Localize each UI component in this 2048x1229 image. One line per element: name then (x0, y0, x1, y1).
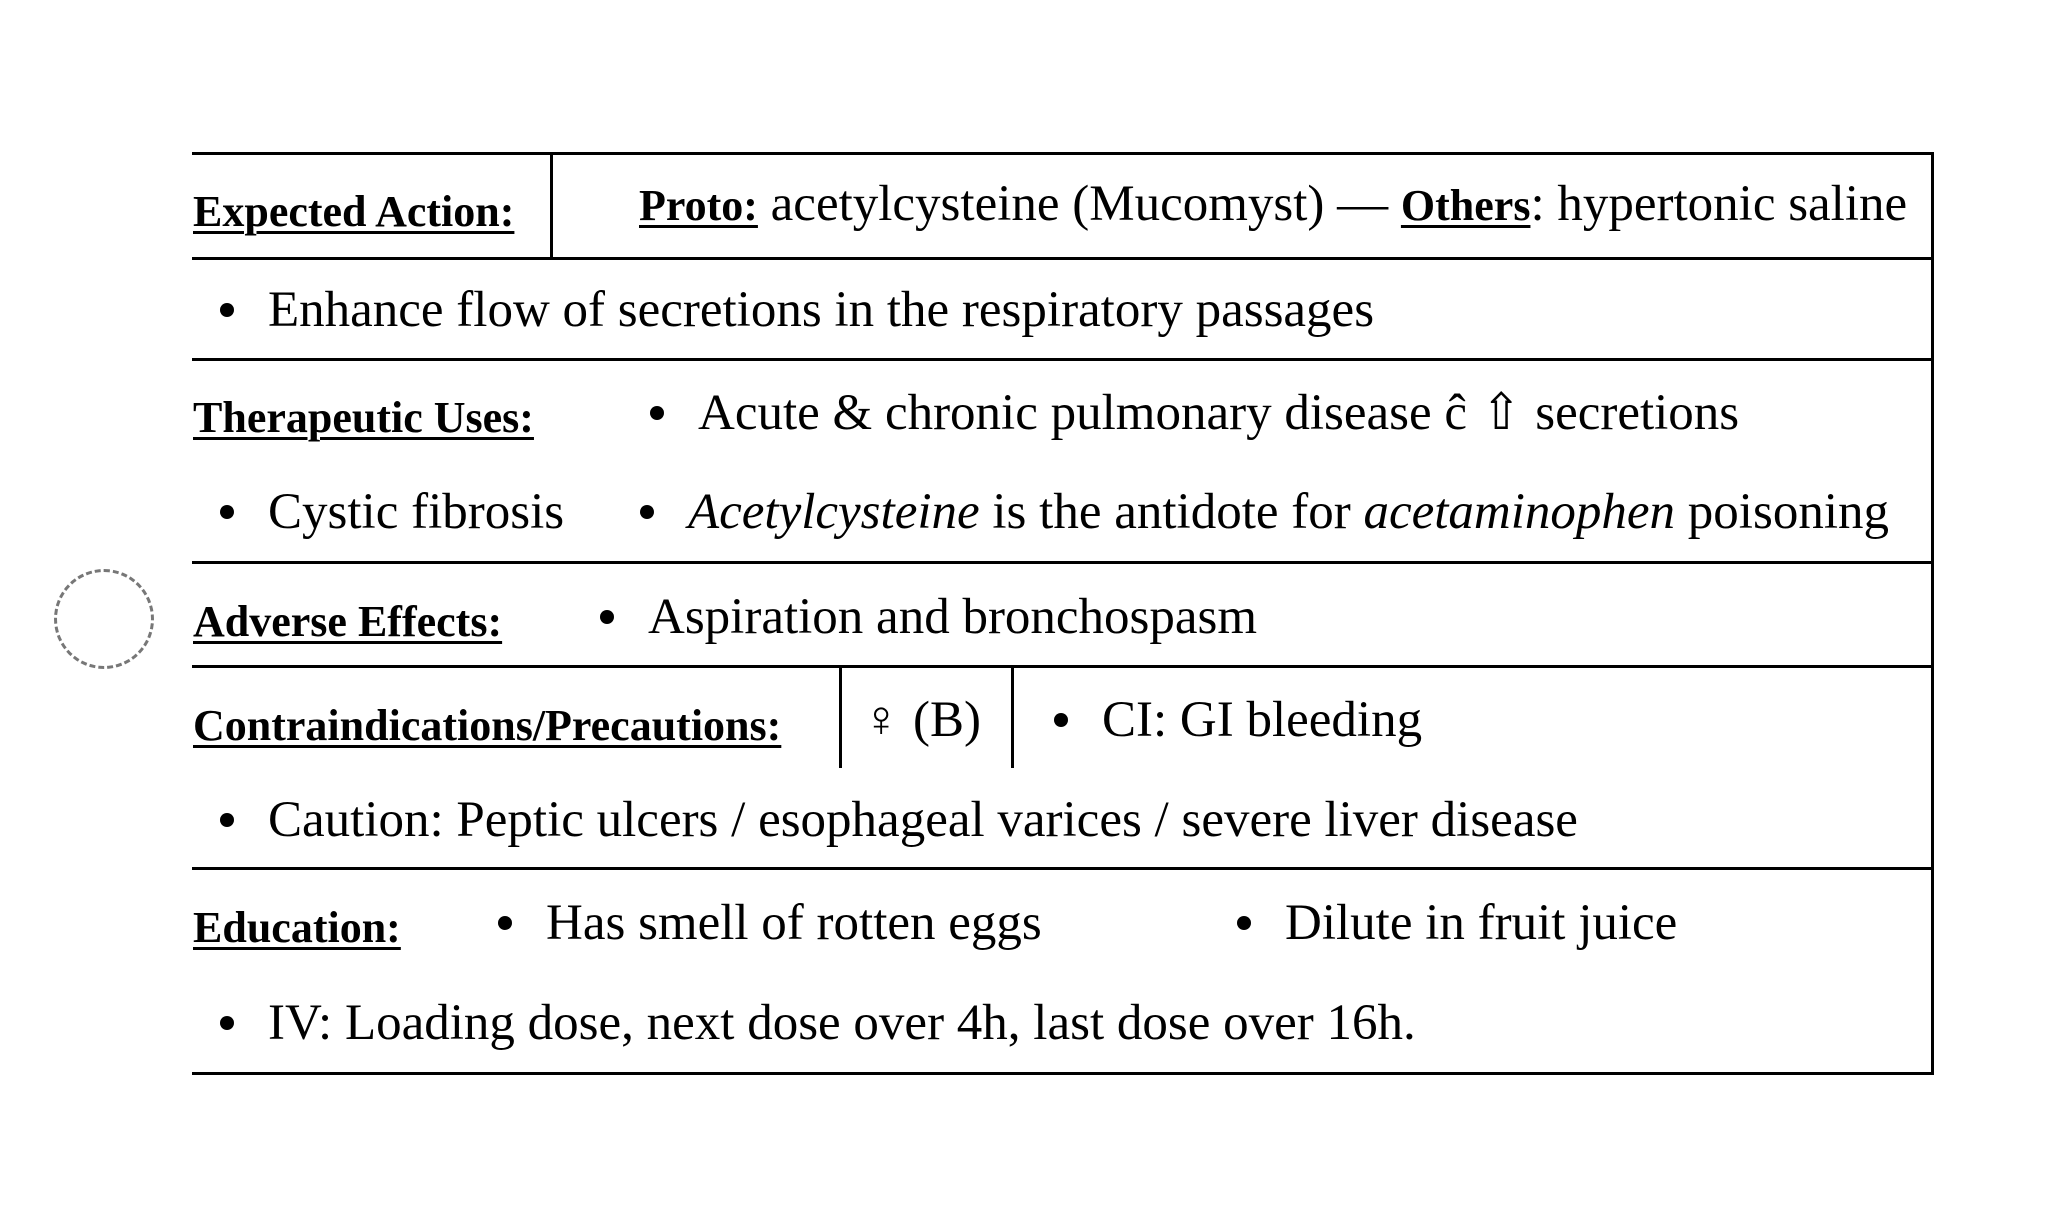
proto-label: Proto: (639, 181, 758, 230)
contra-divider-2 (1011, 665, 1014, 768)
bullet-icon (1054, 713, 1068, 727)
expected-action-label: Expected Action: (193, 187, 515, 236)
contra-item-2 (220, 792, 1578, 848)
education-item-3 (220, 995, 1416, 1051)
bullet-icon (220, 505, 234, 519)
adverse-effects-label: Adverse Effects: (193, 597, 503, 646)
bullet-icon (600, 610, 614, 624)
bullet-text: Aspiration and bronchospasm (648, 589, 1258, 645)
proto-text: acetylcysteine (Mucomyst) — (757, 176, 1401, 232)
bullet-text: Dilute in fruit juice (1285, 895, 1678, 951)
others-label: Others (1400, 181, 1531, 230)
proto-line (639, 176, 1908, 232)
education-label: Education: (193, 903, 401, 952)
drug-name: Acetylcysteine (688, 484, 980, 540)
therapeutic-uses-label: Therapeutic Uses: (193, 393, 534, 442)
row-divider (192, 257, 1933, 260)
bullet-text: Caution: Peptic ulcers / esophageal varices / severe liver disease (268, 792, 1578, 848)
education-item-2 (1237, 895, 1678, 951)
bullet-icon (640, 505, 654, 519)
others-text: : hypertonic saline (1530, 176, 1908, 232)
therapeutic-item-3 (640, 484, 1889, 540)
row-divider (192, 665, 1933, 668)
contra-divider-1 (839, 665, 842, 768)
contraindications-label: Contraindications/Precautions: (193, 701, 782, 750)
education-item-1 (498, 895, 1042, 951)
dashed-circle-marker (54, 569, 154, 669)
row-divider (192, 561, 1933, 564)
table-bottom-border (192, 1072, 1933, 1075)
bullet-icon (650, 406, 664, 420)
adverse-item-1 (600, 589, 1258, 645)
bullet-text: CI: GI bleeding (1102, 692, 1423, 748)
bullet-text: IV: Loading dose, next dose over 4h, last dose over 16h. (268, 995, 1416, 1051)
antidote-text: is the antidote for (979, 484, 1364, 540)
row-divider (192, 358, 1933, 361)
bullet-icon (220, 813, 234, 827)
bullet-text: Acute & chronic pulmonary disease ĉ ⇧ secretions (698, 385, 1740, 441)
table-top-border (192, 152, 1933, 155)
bullet-icon (220, 1016, 234, 1030)
pregnancy-category: ♀ (B) (862, 692, 981, 748)
bullet-text: Has smell of rotten eggs (546, 895, 1042, 951)
contra-item-1 (1054, 692, 1423, 748)
drug-name: acetaminophen (1363, 484, 1676, 540)
bullet-icon (1237, 916, 1251, 930)
bullet-icon (220, 303, 234, 317)
poisoning-text: poisoning (1675, 484, 1889, 540)
expected-action-divider (550, 152, 553, 258)
row-divider (192, 867, 1933, 870)
bullet-icon (498, 916, 512, 930)
expected-action-bullet (220, 282, 1375, 338)
bullet-text: Enhance flow of secretions in the respiratory passages (268, 282, 1375, 338)
bullet-text: Cystic fibrosis (268, 484, 565, 540)
therapeutic-item-1 (650, 385, 1740, 441)
therapeutic-item-2 (220, 484, 565, 540)
table-right-border (1931, 152, 1934, 1075)
